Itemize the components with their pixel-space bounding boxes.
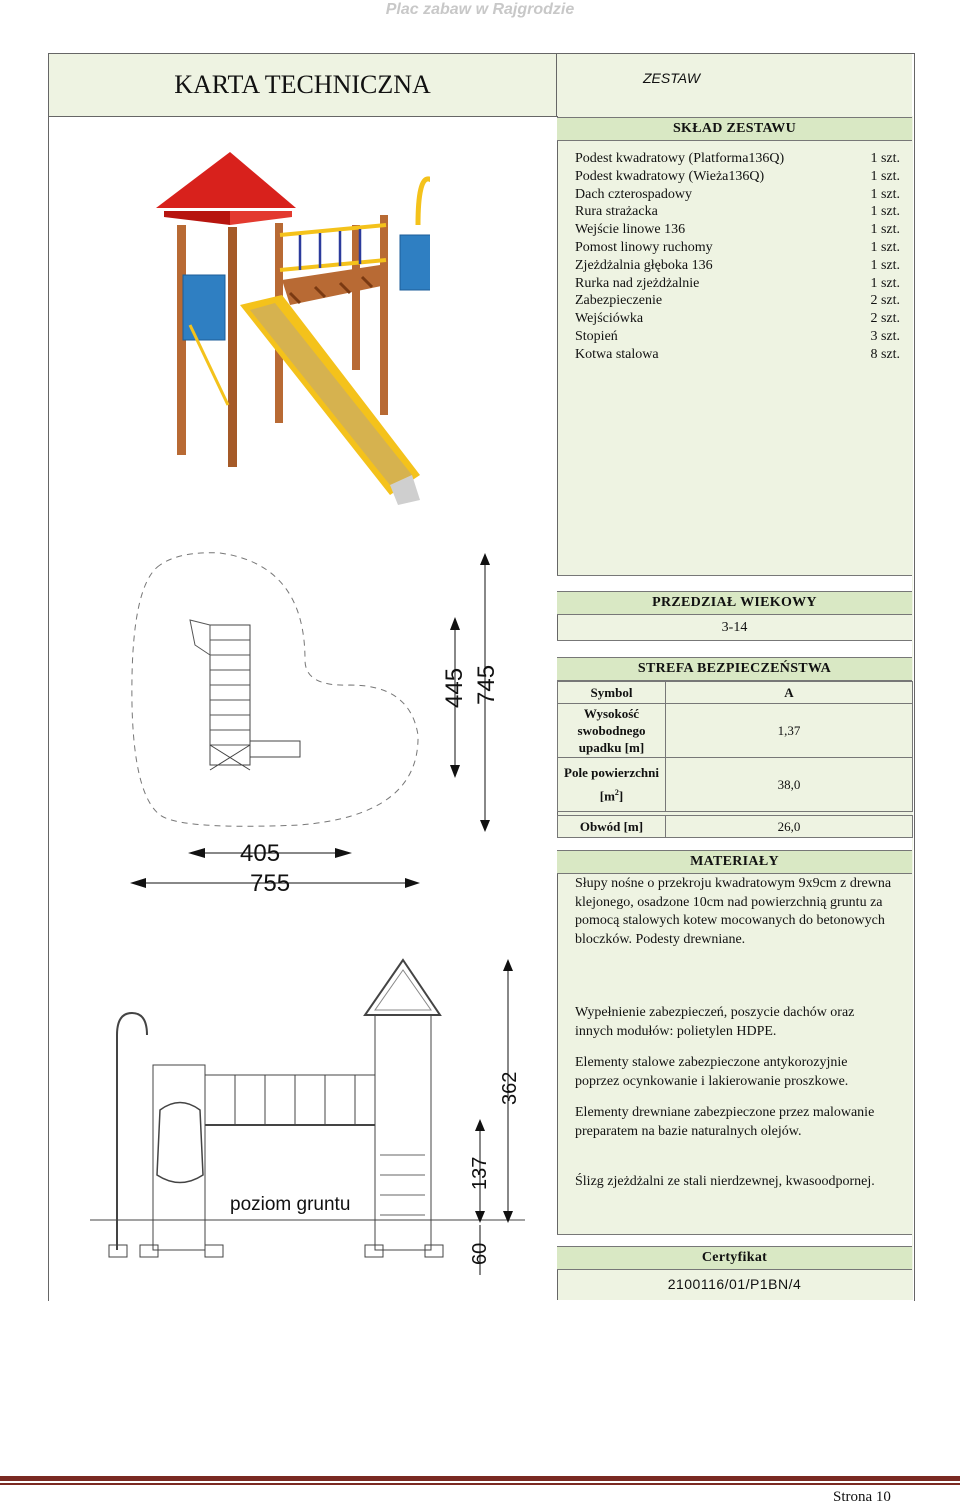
composition-item-qty: 1 szt.: [870, 239, 900, 255]
materials-heading: MATERIAŁY: [557, 850, 912, 874]
composition-item-name: Zabezpieczenie: [575, 293, 663, 309]
composition-item-qty: 2 szt.: [870, 293, 900, 309]
playground-render: [150, 145, 430, 515]
elevation-dimension-137: 137: [469, 1156, 491, 1190]
safety-heading: STREFA BEZPIECZEŃSTWA: [557, 657, 912, 681]
composition-item: [575, 292, 900, 310]
elevation-dimension-60: 60: [469, 1242, 491, 1265]
fall-height-value: 1,37: [666, 704, 913, 758]
plan-dimension-445: 445: [441, 667, 468, 708]
composition-item-name: Wejście linowe 136: [575, 222, 686, 238]
certificate-heading: Certyfikat: [557, 1246, 912, 1270]
composition-list: [575, 150, 900, 364]
plan-dimension-745: 745: [473, 664, 500, 705]
spacer: [557, 838, 912, 850]
card-title-box: [49, 54, 557, 117]
composition-item: [575, 328, 900, 346]
composition-item: [575, 239, 900, 257]
spacer: [557, 575, 912, 592]
spacer: [557, 641, 912, 658]
composition-heading: SKŁAD ZESTAWU: [557, 117, 912, 141]
symbol-value: A: [666, 682, 913, 704]
set-label: ZESTAW: [643, 70, 701, 86]
plan-dimension-405: 405: [240, 840, 281, 867]
materials-p3: Elementy stalowe zabezpieczone antykorozyjnie poprzez ocynkowanie i lakierowanie proszkowe.: [575, 1055, 849, 1089]
composition-item: [575, 203, 900, 221]
composition-item-name: Rura strażacka: [575, 204, 658, 220]
composition-item-name: Rurka nad zjeżdżalnie: [575, 275, 700, 291]
perimeter-label: Obwód [m]: [558, 816, 666, 838]
page-number: Strona 10: [833, 1489, 891, 1505]
elevation-dimension-362: 362: [499, 1071, 521, 1105]
composition-item: [575, 186, 900, 204]
composition-item: [575, 257, 900, 275]
age-heading: PRZEDZIAŁ WIEKOWY: [557, 591, 912, 615]
card-title: KARTA TECHNICZNA: [174, 70, 431, 99]
plan-view-drawing: [120, 545, 520, 895]
composition-item-name: Dach czterospadowy: [575, 186, 693, 202]
materials-p1: Słupy nośne o przekroju kwadratowym 9x9cm z drewna klejonego, osadzone 10cm nad powierzchnią gruntu za pomocą stalowych kotew mocowanych do betonowych bloczków. Podesty drewniane.: [575, 876, 892, 947]
footer-rule: [0, 1476, 960, 1481]
certificate-value: 2100116/01/P1BN/4: [667, 1276, 802, 1292]
composition-item-name: Pomost linowy ruchomy: [575, 239, 713, 255]
materials-text: [575, 875, 905, 1192]
composition-item-qty: 1 szt.: [870, 257, 900, 273]
plan-dimension-755: 755: [250, 870, 291, 897]
composition-item-qty: 2 szt.: [870, 311, 900, 327]
composition-item: [575, 310, 900, 328]
area-value: 38,0: [666, 758, 913, 812]
composition-item-name: Stopień: [575, 328, 618, 344]
safety-table: [557, 681, 913, 838]
roof-icon: [156, 152, 296, 208]
materials-p4: Elementy drewniane zabezpieczone przez malowanie preparatem na bazie naturalnych olejów.: [575, 1105, 875, 1139]
composition-item-qty: 8 szt.: [870, 346, 900, 362]
area-label: Pole powierzchni $[m^2]$: [558, 758, 666, 812]
composition-item-name: Podest kwadratowy (Platforma136Q): [575, 151, 785, 166]
composition-item-qty: 1 szt.: [870, 168, 900, 184]
page-header: Plac zabaw w Rajgrodzie: [385, 1, 575, 18]
composition-item-name: Podest kwadratowy (Wieża136Q): [575, 168, 765, 184]
composition-item: [575, 346, 900, 364]
footer-rule-thin: [0, 1483, 960, 1485]
set-label-box: [557, 54, 912, 117]
composition-item-name: Wejściówka: [575, 311, 644, 327]
composition-item-name: Kotwa stalowa: [575, 346, 659, 362]
materials-p5: Ślizg zjeżdżalni ze stali nierdzewnej, kwasoodpornej.: [575, 1174, 875, 1189]
age-value: 3-14: [557, 616, 912, 641]
composition-item-qty: 1 szt.: [870, 222, 900, 238]
composition-item-name: Zjeżdżalnia głęboka 136: [575, 257, 713, 273]
composition-item-qty: 1 szt.: [870, 204, 900, 220]
composition-item: [575, 275, 900, 293]
composition-item-qty: 1 szt.: [870, 186, 900, 202]
fall-height-label: Wysokość swobodnego upadku [m]: [558, 704, 666, 758]
symbol-label: Symbol: [558, 682, 666, 704]
composition-item: [575, 168, 900, 186]
ground-level-label: poziom gruntu: [230, 1194, 351, 1215]
perimeter-value: 26,0: [666, 816, 913, 838]
composition-item-qty: 1 szt.: [870, 275, 900, 291]
composition-item: [575, 221, 900, 239]
composition-item-qty: 3 szt.: [870, 328, 900, 344]
materials-p2: Wypełnienie zabezpieczeń, poszycie dachów oraz innych modułów: polietylen HDPE.: [575, 1005, 855, 1039]
composition-item: [575, 150, 900, 168]
composition-item-qty: 1 szt.: [870, 151, 900, 166]
